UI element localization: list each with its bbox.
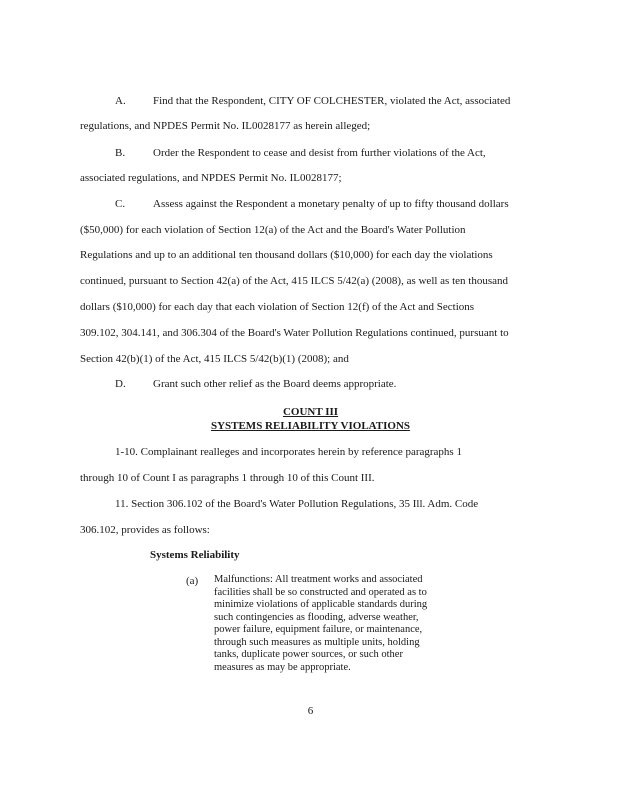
count-title: SYSTEMS RELIABILITY VIOLATIONS — [210, 420, 411, 432]
item-c-label: C. — [115, 198, 126, 210]
item-d-label: D. — [115, 378, 126, 390]
item-c-line-7: Section 42(b)(1) of the Act, 415 ILCS 5/42(b)(1) (2008); and — [80, 353, 349, 365]
item-d-line-1: Grant such other relief as the Board deems appropriate. — [153, 378, 397, 390]
item-b-line-2: associated regulations, and NPDES Permit No. IL0028177; — [80, 172, 342, 184]
item-a-line-1: Find that the Respondent, CITY OF COLCHESTER, violated the Act, associated — [153, 95, 511, 107]
item-a-label: A. — [115, 95, 126, 107]
quote-line: tanks, duplicate power sources, or such other — [214, 649, 403, 660]
item-c-line-6: 309.102, 304.141, and 306.304 of the Board's Water Pollution Regulations continued, pursuant to — [80, 327, 509, 339]
item-c-line-5: dollars ($10,000) for each day that each violation of Section 12(f) of the Act and Sections — [80, 301, 475, 313]
paragraph-1-10-line-2: through 10 of Count I as paragraphs 1 through 10 of this Count III. — [80, 472, 375, 484]
item-c-line-2: ($50,000) for each violation of Section 12(a) of the Act and the Board's Water Pollution — [80, 224, 466, 236]
quote-item-label: (a) — [186, 575, 199, 587]
paragraph-11-line-2: 306.102, provides as follows: — [80, 524, 210, 536]
quote-line: such contingencies as flooding, adverse weather, — [214, 611, 419, 623]
quote-line: power failure, equipment failure, or maintenance, — [214, 624, 423, 635]
paragraph-11-line-1: 11. Section 306.102 of the Board's Water Pollution Regulations, 35 Ill. Adm. Code — [115, 498, 479, 510]
count-heading: COUNT III — [282, 406, 339, 418]
item-c-line-4: continued, pursuant to Section 42(a) of the Act, 415 ILCS 5/42(a) (2008), as well as ten thousand — [80, 275, 508, 287]
quote-line: facilities shall be so constructed and operated as to — [214, 586, 427, 598]
quote-line: minimize violations of applicable standards during — [214, 599, 428, 610]
item-b-label: B. — [115, 147, 126, 159]
quote-line: Malfunctions: All treatment works and associated — [214, 574, 423, 585]
item-c-line-1: Assess against the Respondent a monetary penalty of up to fifty thousand dollars — [153, 198, 509, 210]
item-c-line-3: Regulations and up to an additional ten thousand dollars ($10,000) for each day the violations — [80, 249, 493, 261]
item-a-line-2: regulations, and NPDES Permit No. IL0028177 as herein alleged; — [80, 120, 371, 132]
paragraph-1-10-line-1: 1-10. Complainant realleges and incorporates herein by reference paragraphs 1 — [115, 446, 462, 458]
item-b-line-1: Order the Respondent to cease and desist from further violations of the Act, — [153, 147, 486, 159]
quote-line: through such measures as multiple units, holding — [214, 636, 420, 648]
quote-heading: Systems Reliability — [150, 549, 240, 561]
quote-line: measures as may be appropriate. — [214, 661, 351, 673]
quote-body — [214, 574, 454, 674]
page-number: 6 — [307, 705, 314, 717]
